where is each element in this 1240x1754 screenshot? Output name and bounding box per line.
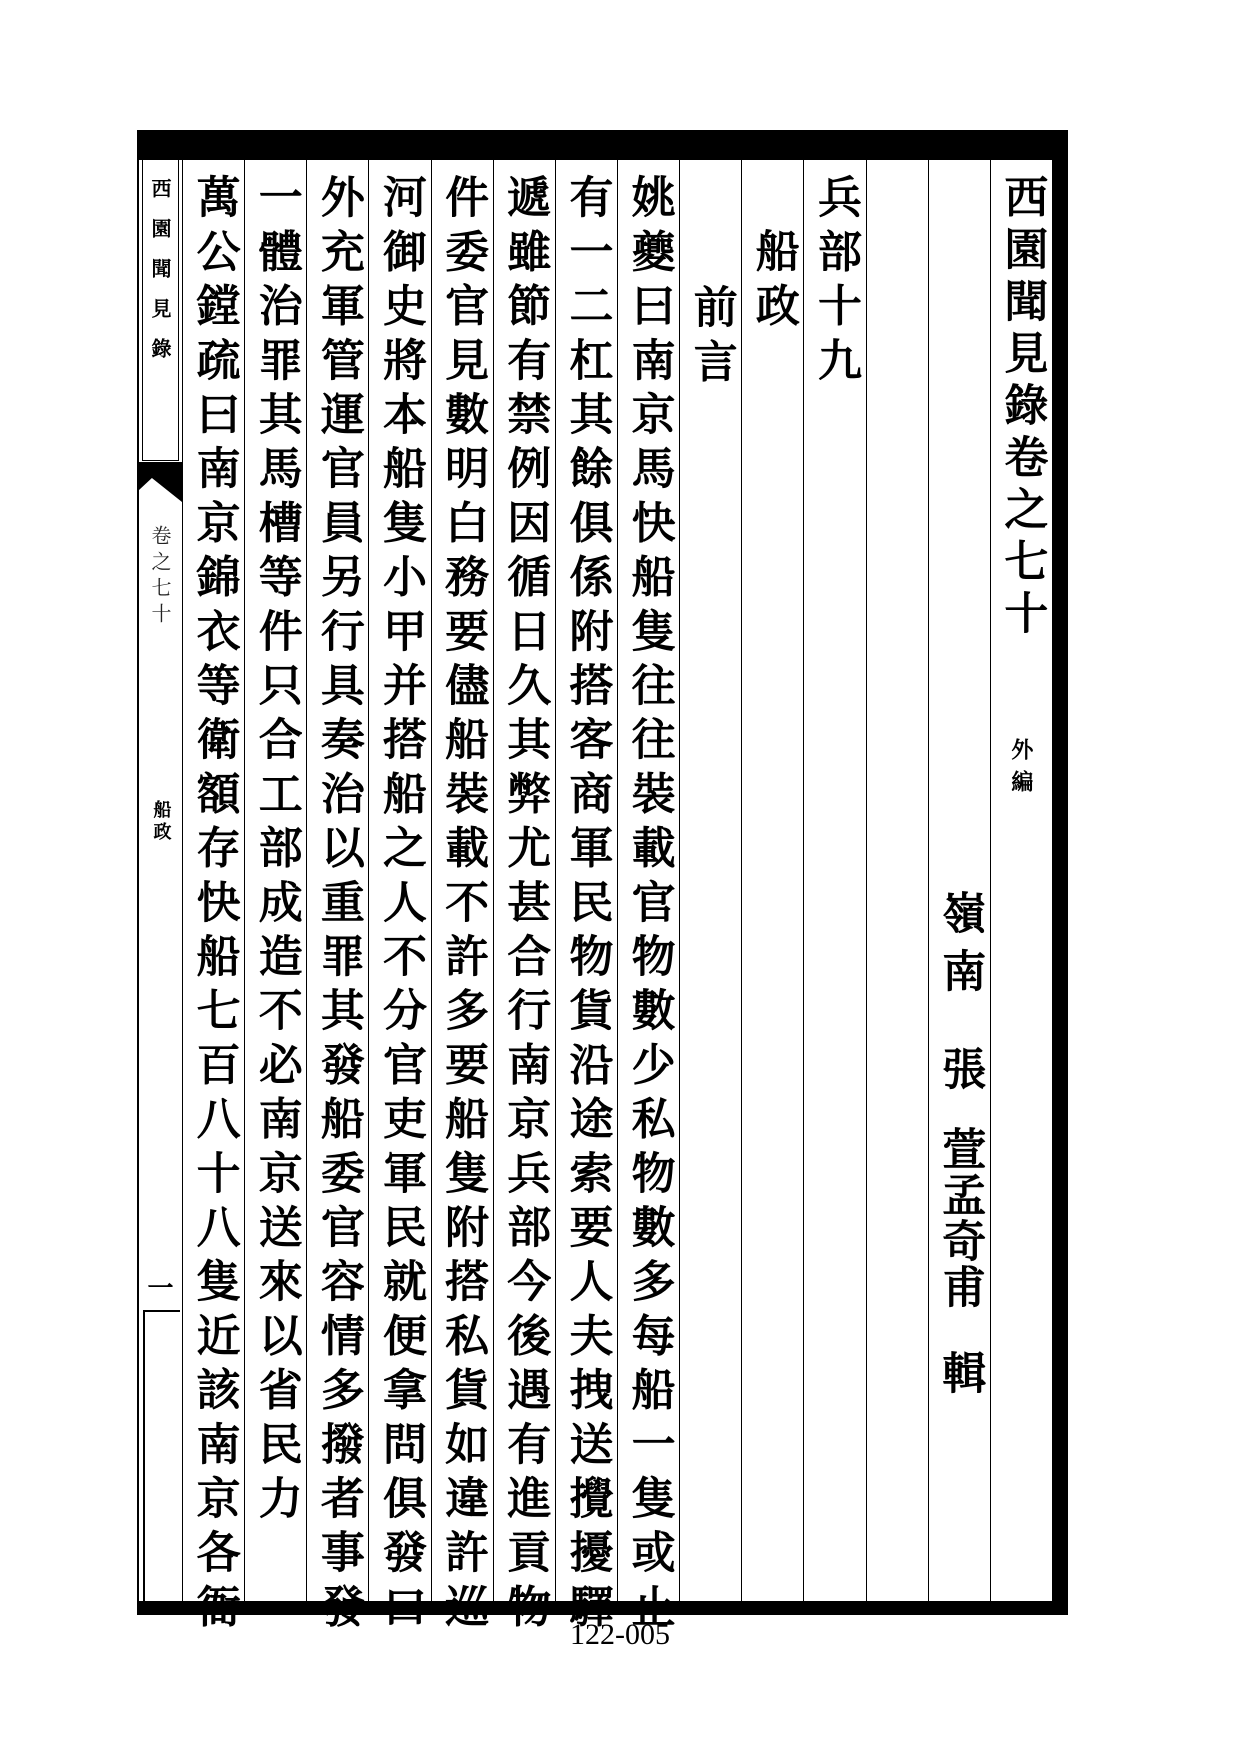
body-text-line: 萬公鏜疏曰南京錦衣等衛額存快船七百八十八隻近該南京各衙 (188, 174, 240, 1638)
author-name: 萱孟奇甫 (934, 1126, 986, 1310)
text-column (555, 160, 617, 1638)
text-column (368, 160, 430, 1638)
book-title: 西園聞見錄卷之七十 (996, 174, 1048, 642)
fishtail-mark (139, 462, 182, 502)
title-column (990, 160, 1052, 1601)
sub-title: 外編 (1007, 738, 1034, 802)
body-text-line: 件委官見數明白務要儘船裝載不許多要船隻附搭私貨如違許巡 (437, 174, 489, 1638)
body-text-line: 外充軍管運官員另行具奏治以重罪其發船委官容情多撥者事發 (312, 174, 364, 1638)
text-column (244, 160, 306, 1601)
page-number: 122-005 (570, 1618, 670, 1651)
body-text-line: 姚夔曰南京馬快船隻往往裝載官物數少私物數多每船一隻或止 (623, 174, 675, 1638)
text-column (431, 160, 493, 1638)
department-column (803, 160, 865, 1601)
margin-leaf-number: 一 (147, 1274, 174, 1304)
author-role: 輯 (934, 1350, 986, 1394)
margin-title-box (142, 160, 179, 461)
author-surname: 張 (934, 1046, 986, 1090)
text-column (306, 160, 368, 1638)
margin-line (143, 1310, 180, 1612)
author-line (934, 890, 986, 1394)
department-heading: 兵部十九 (810, 174, 861, 391)
subsection-column (679, 160, 741, 1601)
body-text-line: 有一二杠其餘俱係附搭客商軍民物貨沿途索要人夫拽送攪擾驛 (561, 174, 613, 1638)
text-column (182, 160, 244, 1638)
center-margin (139, 160, 182, 1601)
topic-column (741, 160, 803, 1601)
body-text-line: 河御史將本船隻小甲并搭船之人不分官吏軍民就便拿問俱發口 (375, 174, 427, 1638)
body-text-line: 一體治罪其馬槽等件只合工部成造不必南京送來以省民力 (250, 174, 302, 1529)
subsection-heading: 前言 (685, 284, 737, 393)
author-region: 嶺南 (934, 890, 986, 1006)
margin-section: 船政 (150, 800, 172, 844)
empty-column (866, 160, 928, 1601)
text-column (617, 160, 679, 1638)
margin-volume: 卷之七十 (148, 525, 172, 629)
author-column (928, 160, 990, 1601)
margin-book-title: 西園聞見錄 (148, 178, 172, 378)
body-text-line: 遞雖節有禁例因循日久其弊尤甚合行南京兵部今後遇有進貢物 (499, 174, 551, 1638)
text-column (493, 160, 555, 1638)
topic-heading: 船政 (747, 228, 799, 337)
